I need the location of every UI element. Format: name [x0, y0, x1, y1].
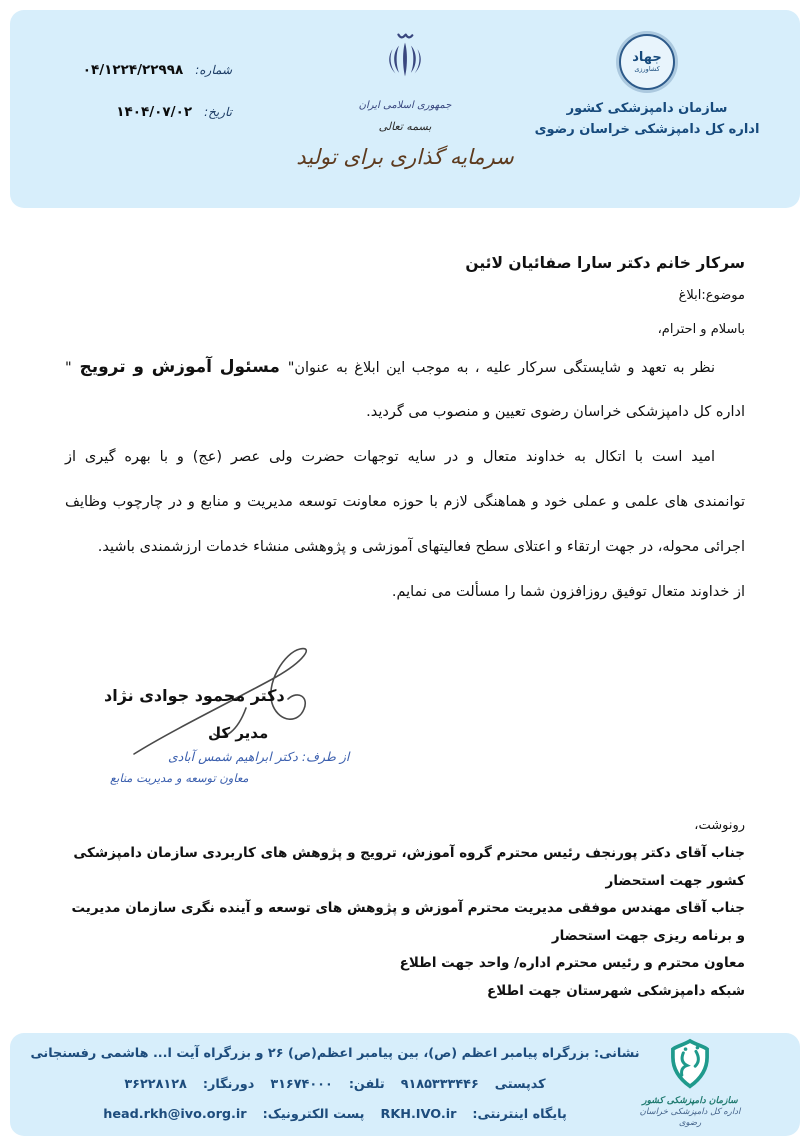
- iran-emblem-icon: [382, 28, 428, 94]
- footer-logo-caption-2: اداره کل دامپزشکی خراسان رضوی: [639, 1107, 741, 1128]
- republic-title: جمهوری اسلامی ایران: [358, 100, 452, 111]
- postal-code-value: ۹۱۸۵۳۳۳۴۴۶: [400, 1076, 479, 1092]
- deputy-title-note: معاون توسعه و مدیریت منابع: [110, 771, 249, 785]
- cc-block: [60, 818, 745, 1005]
- jihad-logo-title: جهاد: [632, 50, 662, 65]
- footer-panel: [10, 1033, 800, 1136]
- fax-value: ۳۶۲۲۸۱۲۸: [124, 1076, 187, 1092]
- web-line: [48, 1100, 622, 1131]
- jihad-logo-subtitle: کشاورزی: [634, 65, 660, 73]
- phone-label: تلفن:: [348, 1076, 385, 1092]
- cc-item: معاون محترم و رئیس محترم اداره/ واحد جهت اطلاع: [399, 955, 745, 971]
- letter-date-label: تاریخ:: [204, 105, 232, 119]
- number-date-block: [82, 62, 232, 146]
- appointment-title: مسئول آموزش و ترویج: [71, 357, 288, 377]
- address-text: نشانی: بزرگراه پیامبر اعظم (ص)، بین پیامبر اعظم(ص) ۲۶ و بزرگراه آیت ا... هاشمی رفسنجانی: [30, 1046, 640, 1061]
- issuing-org-block: [532, 34, 762, 140]
- email-value: head.rkh@ivo.org.ir: [103, 1107, 247, 1122]
- salutation-line: باسلام و احترام،: [657, 322, 745, 337]
- email-label: پست الکترونیک:: [262, 1107, 365, 1122]
- footer-logo-block: [628, 1038, 752, 1129]
- signatory-title: مدیر کل: [208, 724, 269, 742]
- letter-date-value: ۱۴۰۴/۰۷/۰۲: [116, 104, 193, 120]
- body-line-1: [65, 345, 745, 390]
- body-line-1-pre: نظر به تعهد و شایستگی سرکار علیه ، به موجب این ابلاغ به عنوان": [287, 360, 715, 376]
- cc-item: جناب آقای مهندس موفقی مدیریت محترم آموزش و پژوهش های توسعه و آینده نگری سازمان مدیریت و برنامه ریزی جهت استحضار: [71, 900, 745, 944]
- signatory-name: دکتر محمود جوادی نژاد: [104, 686, 285, 705]
- footer-contact-block: [30, 1039, 640, 1131]
- cc-item: جناب آقای دکتر پورنجف رئیس محترم گروه آموزش، ترویج و پژوهش های کاربردی سازمان دامپزشکی کشور جهت استحضار: [73, 845, 745, 889]
- footer-logo-caption-1: سازمان دامپزشکی کشور: [642, 1096, 738, 1106]
- website-value: RKH.IVO.ir: [380, 1107, 457, 1122]
- postal-code-label: کدپستی: [494, 1076, 546, 1092]
- veterinary-org-logo-icon: [666, 1038, 714, 1090]
- letter-number-row: [82, 62, 232, 78]
- phone-value: ۳۱۶۷۴۰۰۰: [270, 1076, 333, 1092]
- fax-label: دورنگار:: [202, 1076, 255, 1092]
- letter-body: [65, 345, 745, 615]
- basmala-text: بسمه تعالی: [378, 120, 432, 133]
- cc-label: رونوشت،: [694, 818, 745, 833]
- body-line-5: اجرائی محوله، در جهت ارتقاء و اعتلای سطح فعالیتهای آموزشی و پژوهشی منشاء خدمات ارزشمندی باشید.: [97, 539, 745, 555]
- body-line-1-close-quote: ": [65, 360, 72, 376]
- website-label: پایگاه اینترنتی:: [472, 1107, 567, 1122]
- address-line: [30, 1039, 640, 1070]
- letter-date-row: [82, 104, 232, 120]
- slogan-calligraphy: سرمایه گذاری برای تولید: [296, 145, 514, 169]
- letter-number-label: شماره:: [195, 63, 232, 77]
- jihad-agriculture-logo-icon: [619, 34, 675, 90]
- body-line-6: از خداوند متعال توفیق روزافزون شما را مسألت می نمایم.: [391, 584, 745, 600]
- letterhead-panel: [10, 10, 800, 208]
- org-name-line1: سازمان دامپزشکی کشور: [566, 101, 728, 116]
- body-line-2: اداره کل دامپزشکی خراسان رضوی تعیین و منصوب می گردید.: [366, 404, 745, 420]
- header-center-block: [285, 28, 525, 169]
- body-line-3: امید است با اتکال به خداوند متعال و در سایه توجهات حضرت ولی عصر (عج) و با بهره گیری از: [65, 449, 715, 465]
- org-name-line2: اداره کل دامپزشکی خراسان رضوی: [534, 122, 760, 137]
- phone-line: [48, 1070, 622, 1101]
- subject-line: موضوع:ابلاغ: [678, 288, 745, 303]
- cc-item: شبکه دامپزشکی شهرستان جهت اطلاع: [487, 982, 745, 999]
- recipient-name: سرکار خانم دکتر سارا صفائیان لائین: [465, 254, 745, 272]
- body-line-4: توانمندی های علمی و عملی خود و هماهنگی لازم با حوزه معاونت توسعه مدیریت و منابع و در چارچوب وظایف: [65, 494, 745, 510]
- on-behalf-note: از طرف: دکتر ابراهیم شمس آبادی: [168, 749, 350, 764]
- letter-number-value: ۰۴/۱۲۲۴/۲۲۹۹۸: [82, 62, 184, 78]
